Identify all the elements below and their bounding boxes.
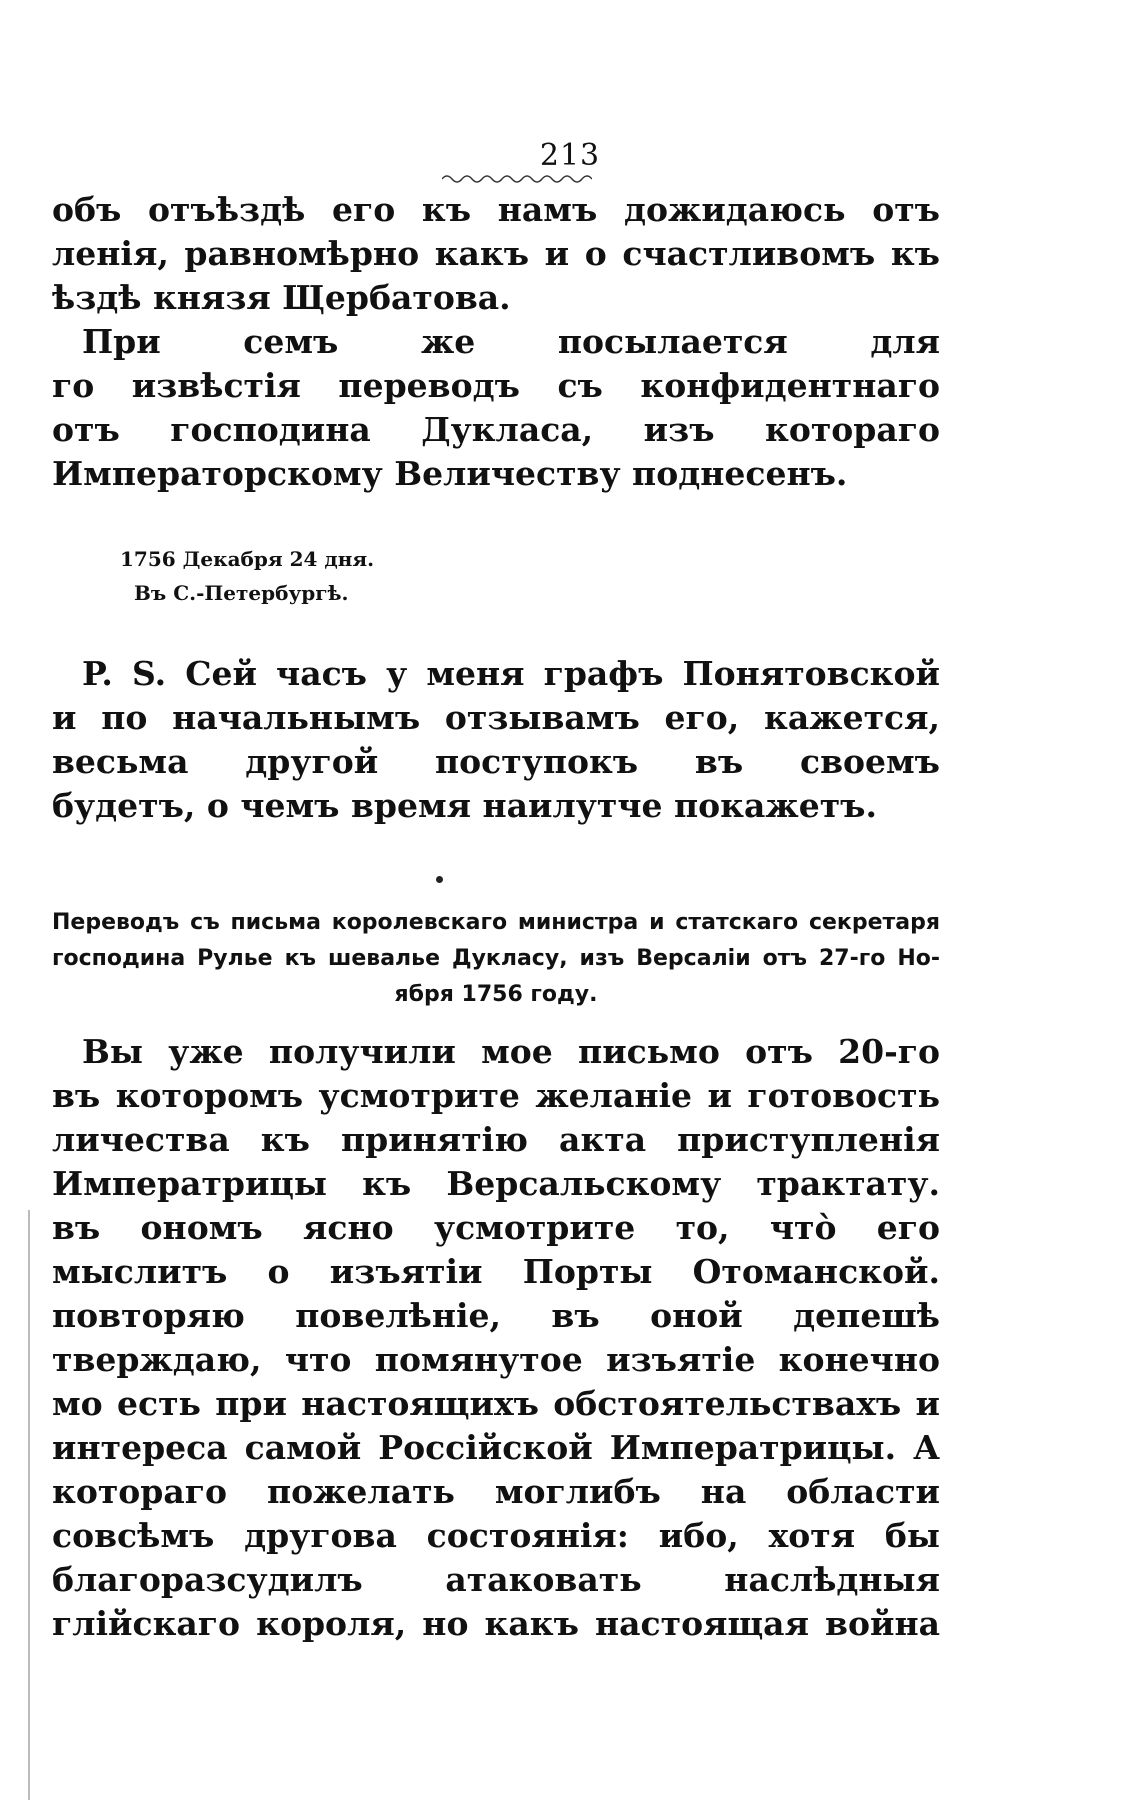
text-line: интереса самой Россійской Императрицы. А — [52, 1428, 940, 1467]
text-line: котораго пожелать моглибъ на области — [52, 1472, 940, 1511]
text-line: тверждаю, что помянутое изъятіе конечно — [52, 1340, 940, 1379]
text-line: глійскаго короля, но какъ настоящая война — [52, 1604, 940, 1643]
signature-date: 1756 Декабря 24 дня. — [120, 547, 375, 571]
paragraph-continuation — [52, 188, 940, 320]
text-line: отъ господина Дукласа, изъ котораго — [52, 410, 940, 449]
text-line: ленія, равномѣрно какъ и о счастливомъ къ — [52, 234, 940, 273]
text-line: Императрицы къ Версальскому трактату. — [52, 1164, 940, 1203]
text-line: въ которомъ усмотрите желаніе и готовость — [52, 1076, 940, 1115]
scan-margin-edge — [28, 1210, 30, 1800]
heading-line: Переводъ съ письма королевскаго министра и статскаго секретаря — [52, 910, 940, 935]
page-number: 213 — [539, 138, 601, 173]
postscript — [52, 652, 940, 828]
text-line: мо есть при настоящихъ обстоятельствахъ и — [52, 1384, 940, 1423]
text-line: го извѣстія переводъ съ конфидентнаго — [52, 366, 940, 405]
letter-body — [52, 1030, 940, 1646]
section-separator-dot — [436, 876, 443, 883]
heading-line: господина Рулье къ шевалье Дукласу, изъ Версаліи отъ 27-го Но- — [52, 946, 940, 971]
text-line: въ ономъ ясно усмотрите то, чтò его — [52, 1208, 940, 1247]
text-line: благоразсудилъ атаковать наслѣдныя — [52, 1560, 940, 1599]
text-line: и по начальнымъ отзывамъ его, кажется, — [52, 698, 940, 737]
text-line: P. S. Сей часъ у меня графъ Понятовской — [82, 654, 940, 693]
wavy-rule-ornament — [442, 172, 592, 186]
letter-heading — [52, 905, 940, 1013]
text-line: мыслитъ о изъятіи Порты Отоманской. — [52, 1252, 940, 1291]
text-line: ѣздѣ князя Щербатова. — [52, 278, 511, 317]
text-line: Вы уже получили мое письмо отъ 20-го — [82, 1032, 940, 1071]
paragraph-enclosure — [52, 320, 940, 496]
text-line: Императорскому Величеству поднесенъ. — [52, 454, 848, 493]
text-line: При семъ же посылается для — [82, 322, 940, 361]
text-line: будетъ, о чемъ время наилутче покажетъ. — [52, 786, 877, 825]
text-line: личества къ принятію акта приступленія — [52, 1120, 940, 1159]
text-line: весьма другой поступокъ въ своемъ — [52, 742, 940, 781]
heading-line: ября 1756 году. — [394, 982, 598, 1007]
text-line: повторяю повелѣніе, въ оной депешѣ — [52, 1296, 940, 1335]
signature-place: Въ С.-Петербургѣ. — [134, 581, 349, 605]
text-line: совсѣмъ другова состоянія: ибо, хотя бы — [52, 1516, 940, 1555]
text-line: объ отъѣздѣ его къ намъ дожидаюсь отъ — [52, 190, 940, 229]
date-signature — [120, 542, 720, 610]
